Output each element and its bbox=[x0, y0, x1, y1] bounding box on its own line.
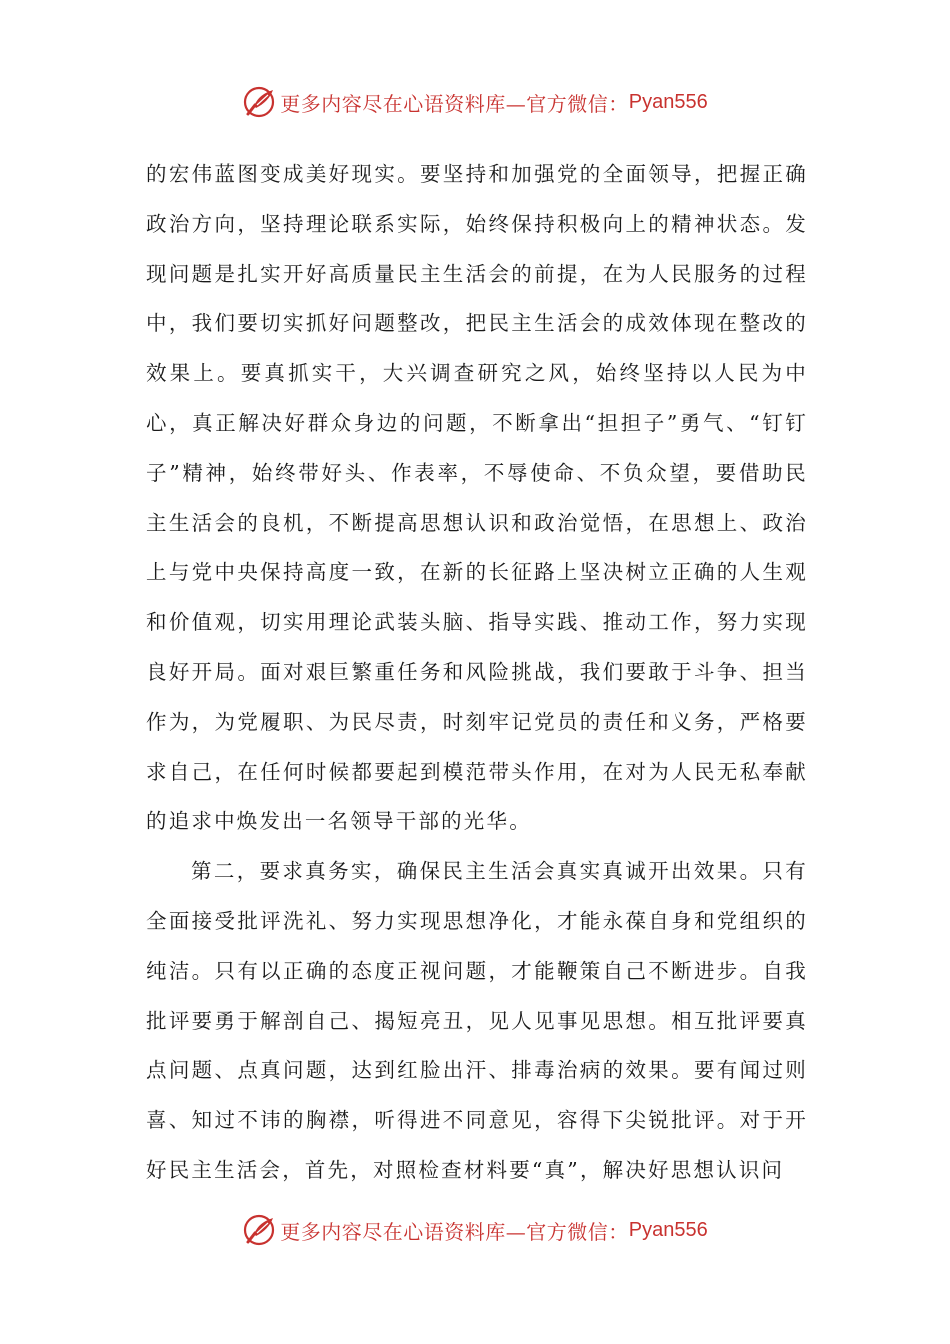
header-banner-text: 更多内容尽在心语资料库—官方微信： bbox=[280, 91, 629, 116]
paragraph-1: 的宏伟蓝图变成美好现实。要坚持和加强党的全面领导，把握正确政治方向，坚持理论联系实际，始终保持积极向上的精神状态。发现问题是扎实开好高质量民主生活会的前提，在为人民服务的过程中，我们要切实抓好问题整改，把民主生活会的成效体现在整改的效果上。要真抓实干，大兴调查研究之风，始终坚持以人民为中心，真正解决好群众身边的问题，不断拿出“担担子”勇气、“钉钉子”精神，始终带好头、作表率，不辱使命、不负众望，要借助民主生活会的良机，不断提高思想认识和政治觉悟，在思想上、政治上与党中央保持高度一致，在新的长征路上坚决树立正确的人生观和价值观，切实用理论武装头脑、指导实践、推动工作，努力实现良好开局。面对艰巨繁重任务和风险挑战，我们要敢于斗争、担当作为，为党履职、为民尽责，时刻牢记党员的责任和义务，严格要求自己，在任何时候都要起到模范带头作用，在对为人民无私奉献的追求中焕发出一名领导干部的光华。 bbox=[146, 162, 808, 834]
document-body bbox=[146, 150, 808, 1196]
header-banner bbox=[0, 82, 950, 122]
header-wechat-id: Pyan556 bbox=[628, 90, 708, 113]
quill-pen-logo-icon bbox=[242, 85, 276, 119]
quill-pen-logo-icon bbox=[242, 1213, 276, 1247]
paragraph-2: 第二，要求真务实，确保民主生活会真实真诚开出效果。只有全面接受批评洗礼、努力实现思想净化，才能永葆自身和党组织的纯洁。只有以正确的态度正视问题，才能鞭策自己不断进步。自我批评要勇于解剖自己、揭短亮丑，见人见事见思想。相互批评要真点问题、点真问题，达到红脸出汗、排毒治病的效果。要有闻过则喜、知过不讳的胸襟，听得进不同意见，容得下尖锐批评。对于开好民主生活会，首先，对照检查材料要“真”，解决好思想认识问 bbox=[146, 859, 808, 1182]
footer-banner bbox=[0, 1210, 950, 1250]
footer-wechat-id: Pyan556 bbox=[628, 1218, 708, 1241]
footer-banner-text: 更多内容尽在心语资料库—官方微信： bbox=[280, 1219, 629, 1244]
